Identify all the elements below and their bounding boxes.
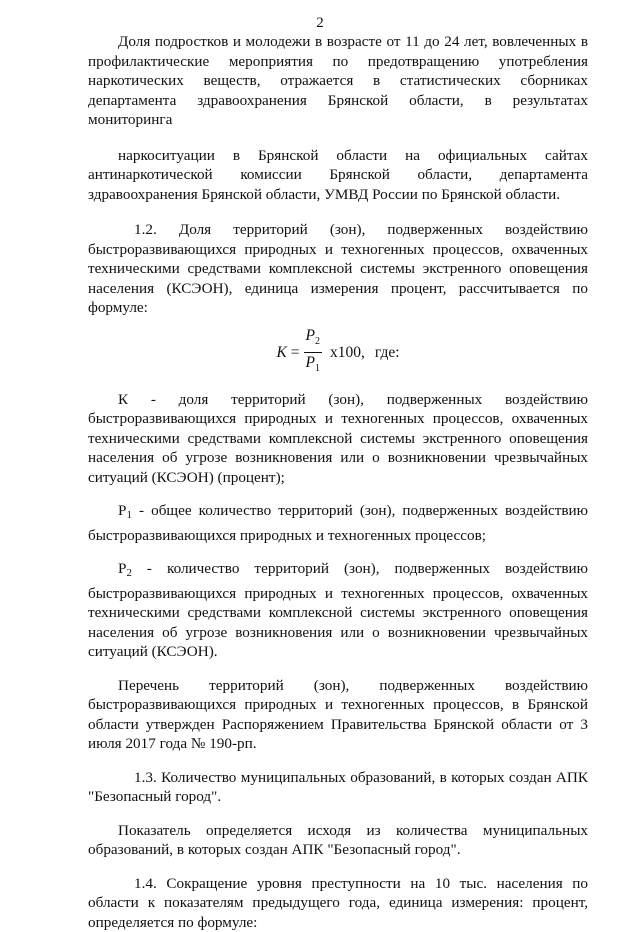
p2-symbol: Р — [118, 560, 126, 577]
formula-denominator — [306, 353, 320, 378]
p2-text: - количество территорий (зон), подверженных воздействию быстроразвивающихся природных и техногенных процессов, охваченных техническими средствами комплексной системы экстренного оповещения населения об угрозе возникновения или о возникновении чрезвычайных ситуаций (КСЭОН). — [88, 560, 588, 660]
paragraph-p1-definition — [88, 501, 588, 545]
formula-where: где: — [375, 343, 400, 363]
paragraph-p2-definition — [88, 559, 588, 662]
document-body — [88, 32, 588, 932]
paragraph-item-1-2: 1.2. Доля территорий (зон), подверженных воздействию быстроразвивающихся природных и техногенных процессов, охваченных техническими средствами комплексной системы экстренного оповещения населения (КСЭОН), единица измерения процент, рассчитывается по формуле: — [88, 220, 588, 318]
page-number: 2 — [0, 14, 640, 32]
denominator-sub: 1 — [315, 363, 320, 374]
numerator-sub: 2 — [315, 336, 320, 347]
paragraph-indicator: Показатель определяется исходя из количества муниципальных образований, в которых создан АПК "Безопасный город". — [88, 821, 588, 860]
numerator-var: P — [306, 327, 315, 344]
p1-subscript: 1 — [126, 509, 132, 521]
formula-lhs: K — [276, 343, 286, 363]
formula-k — [88, 330, 588, 376]
paragraph-item-1-4: 1.4. Сокращение уровня преступности на 10 тыс. населения по области к показателям предыдущего года, единица измерения: процент, определяется по формуле: — [88, 874, 588, 932]
paragraph-item-1-3: 1.3. Количество муниципальных образований, в которых создан АПК "Безопасный город". — [88, 768, 588, 807]
formula-multiplier: x100, — [330, 343, 365, 363]
paragraph-k-definition: К - доля территорий (зон), подверженных воздействию быстроразвивающихся природных и техногенных процессов, охваченных техническими средствами комплексной системы экстренного оповещения населения об угрозе возникновения или о возникновении чрезвычайных ситуаций (КСЭОН) (процент); — [88, 390, 588, 488]
p1-text: - общее количество территорий (зон), подверженных воздействию быстроразвивающихся природных и техногенных процессов; — [88, 502, 588, 544]
paragraph-territory-list: Перечень территорий (зон), подверженных воздействию быстроразвивающихся природных и техногенных процессов, в Брянской области утвержден Распоряжением Правительства Брянской области от 3 июля 2017 года № 190-рп. — [88, 676, 588, 754]
p2-subscript: 2 — [126, 567, 132, 579]
formula-equals: = — [291, 343, 300, 363]
denominator-var: P — [306, 354, 315, 371]
formula-numerator — [304, 327, 322, 353]
p1-symbol: Р — [118, 502, 126, 519]
paragraph-drug-situation: наркоситуации в Брянской области на официальных сайтах антинаркотической комиссии Брянской области, департамента здравоохранения Брянской области, УМВД России по Брянской области. — [88, 146, 588, 205]
paragraph-youth-share: Доля подростков и молодежи в возрасте от 11 до 24 лет, вовлеченных в профилактические мероприятия по предотвращению употребления наркотических веществ, отражается в статистических сборниках департамента здравоохранения Брянской области, в результатах мониторинга — [88, 32, 588, 130]
formula-fraction — [304, 327, 322, 378]
